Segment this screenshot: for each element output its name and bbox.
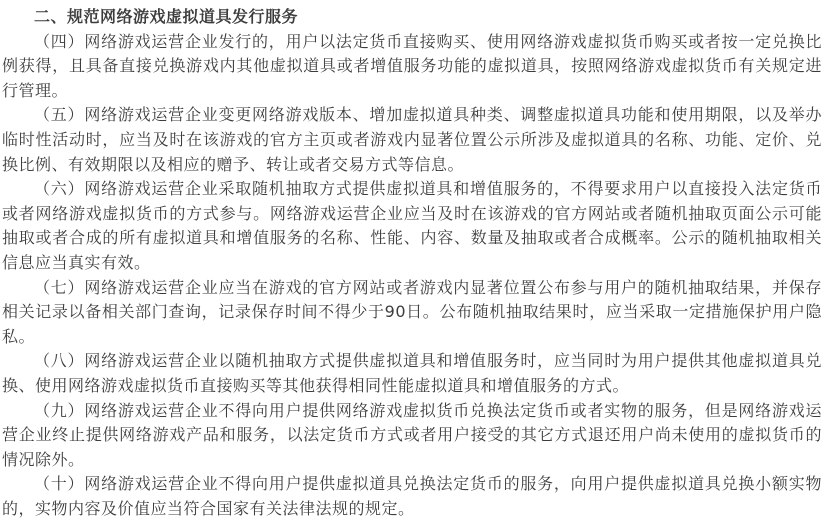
paragraph-item-7: （七）网络游戏运营企业应当在游戏的官方网站或者游戏内显著位置公布参与用户的随机抽取结果，并保存相关记录以备相关部门查询，记录保存时间不得少于90日。公布随机抽取结果时，应当采取一定措施保护用户隐私。 [2, 277, 822, 346]
paragraph-item-10: （十）网络游戏运营企业不得向用户提供虚拟道具兑换法定货币的服务，向用户提供虚拟道具兑换小额实物的，实物内容及价值应当符合国家有关法律法规的规定。 [2, 474, 822, 518]
section-heading: 二、规范网络游戏虚拟道具发行服务 [34, 7, 299, 26]
paragraph-item-6: （六）网络游戏运营企业采取随机抽取方式提供虚拟道具和增值服务的，不得要求用户以直接投入法定货币或者网络游戏虚拟货币的方式参与。网络游戏运营企业应当及时在该游戏的官方网站或者随机抽取页面公示可能抽取或者合成的所有虚拟道具和增值服务的名称、性能、内容、数量及抽取或者合成概率。公示的随机抽取相关信息应当真实有效。 [2, 179, 822, 272]
paragraph-item-4: （四）网络游戏运营企业发行的，用户以法定货币直接购买、使用网络游戏虚拟货币购买或者按一定兑换比例获得，且具备直接兑换游戏内其他虚拟道具或者增值服务功能的虚拟道具，按照网络游戏虚拟货币有关规定进行管理。 [2, 31, 822, 100]
paragraph-item-9: （九）网络游戏运营企业不得向用户提供网络游戏虚拟货币兑换法定货币或者实物的服务，但是网络游戏运营企业终止提供网络游戏产品和服务，以法定货币方式或者用户接受的其它方式退还用户尚未使用的虚拟货币的情况除外。 [2, 400, 822, 469]
paragraph-item-5: （五）网络游戏运营企业变更网络游戏版本、增加虚拟道具种类、调整虚拟道具功能和使用期限，以及举办临时性活动时，应当及时在该游戏的官方主页或者游戏内显著位置公示所涉及虚拟道具的名称、功能、定价、兑换比例、有效期限以及相应的赠予、转让或者交易方式等信息。 [2, 105, 822, 174]
paragraph-item-8: （八）网络游戏运营企业以随机抽取方式提供虚拟道具和增值服务时，应当同时为用户提供其他虚拟道具兑换、使用网络游戏虚拟货币直接购买等其他获得相同性能虚拟道具和增值服务的方式。 [2, 351, 822, 395]
